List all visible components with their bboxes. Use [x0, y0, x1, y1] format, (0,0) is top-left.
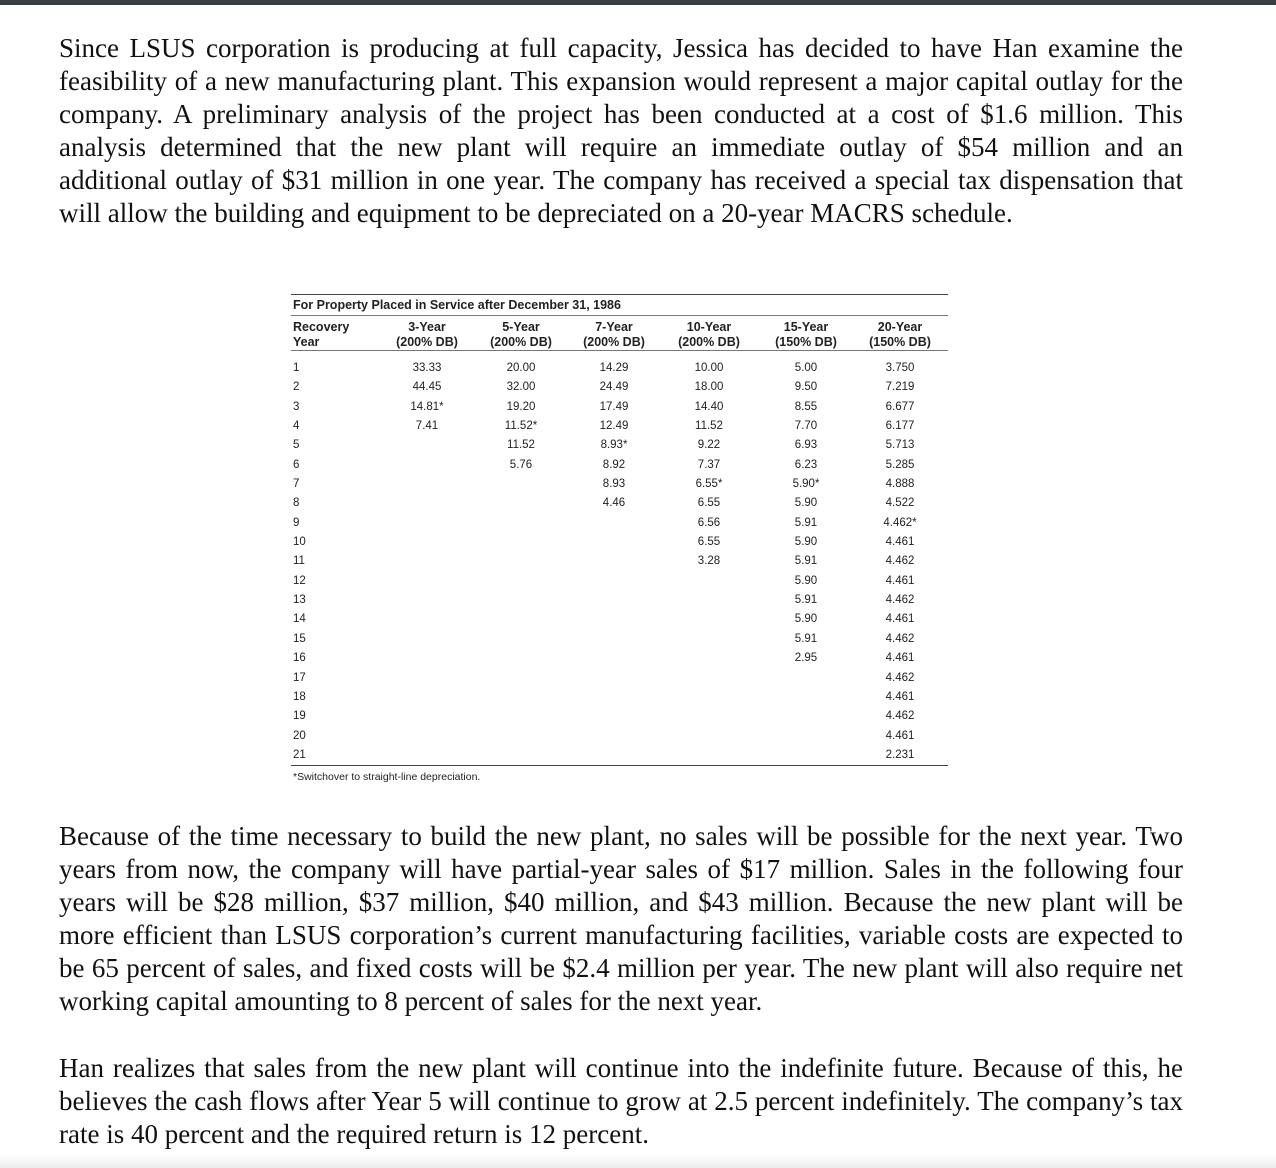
table-row — [291, 630, 948, 649]
cell-7-year: 8.93* — [600, 439, 628, 452]
cell-20-year: 4.888 — [885, 478, 915, 491]
cell-20-year: 4.461 — [885, 729, 915, 742]
cell-15-year: 5.91 — [794, 516, 818, 529]
cell-recovery-year: 9 — [293, 516, 300, 529]
cell-5-year: 20.00 — [506, 362, 536, 374]
cell-20-year: 3.750 — [885, 362, 915, 374]
cell-7-year: 14.29 — [599, 362, 629, 374]
cell-5-year: 5.76 — [509, 458, 533, 471]
cell-recovery-year: 17 — [293, 671, 306, 684]
cell-15-year: 5.90 — [794, 497, 818, 510]
table-row — [291, 398, 948, 417]
cell-20-year: 4.462 — [885, 555, 915, 568]
header-7-year — [567, 320, 661, 350]
cell-recovery-year: 7 — [293, 478, 300, 491]
table-row — [291, 475, 948, 494]
table-caption: For Property Placed in Service after December 31, 1986 — [293, 298, 621, 312]
cell-15-year: 5.91 — [794, 594, 818, 607]
cell-20-year: 4.461 — [885, 613, 915, 626]
table-header-row — [291, 316, 948, 350]
table-row — [291, 649, 948, 668]
header-line: Recovery — [293, 320, 350, 334]
cell-10-year: 6.55 — [697, 536, 721, 549]
top-border — [0, 0, 1276, 5]
table-row — [291, 494, 948, 513]
cell-20-year: 4.462* — [883, 516, 917, 529]
cell-20-year: 6.677 — [885, 400, 915, 413]
header-10-year — [662, 320, 756, 350]
cell-20-year: 4.462 — [885, 594, 915, 607]
cell-15-year: 5.90 — [794, 574, 818, 587]
table-row — [291, 591, 948, 610]
header-15-year — [759, 320, 853, 350]
cell-20-year: 2.231 — [885, 748, 915, 761]
bottom-edge — [0, 1154, 1276, 1168]
cell-10-year: 6.55 — [697, 497, 721, 510]
cell-15-year: 2.95 — [794, 652, 818, 665]
cell-7-year: 8.92 — [602, 458, 626, 471]
table-row — [291, 707, 948, 726]
header-line: 15-Year — [783, 320, 829, 334]
cell-10-year: 14.40 — [694, 400, 724, 413]
cell-recovery-year: 3 — [293, 400, 300, 413]
cell-5-year: 19.20 — [506, 400, 536, 413]
cell-recovery-year: 19 — [293, 710, 306, 723]
cell-20-year: 4.462 — [885, 671, 915, 684]
cell-5-year: 32.00 — [506, 381, 536, 394]
cell-recovery-year: 6 — [293, 458, 300, 471]
cell-20-year: 4.461 — [885, 574, 915, 587]
sales-paragraph: Because of the time necessary to build the new plant, no sales will be possible for the next year. Two years from now, the company will have partial-year sales of $17 million. Sales in the following four years will be $28 million, $37 million, $40 million, and $43 million. Because the new plant will be more efficient than LSUS corporation’s current manufacturing facilities, variable costs are expected to be 65 percent of sales, and fixed costs will be $2.4 million per year. The new plant will also require net working capital amounting to 8 percent of sales for the next year. — [59, 821, 1183, 1016]
cell-20-year: 4.461 — [885, 652, 915, 665]
cell-15-year: 9.50 — [794, 381, 818, 394]
cell-10-year: 10.00 — [694, 362, 724, 374]
cell-recovery-year: 12 — [293, 574, 306, 587]
cell-15-year: 5.00 — [794, 362, 818, 374]
cell-15-year: 8.55 — [794, 400, 818, 413]
cell-20-year: 4.522 — [885, 497, 915, 510]
cell-10-year: 18.00 — [694, 381, 724, 394]
table-bottom-rule — [291, 765, 948, 766]
cell-15-year: 7.70 — [794, 420, 818, 433]
cell-recovery-year: 21 — [293, 748, 306, 761]
table-row — [291, 533, 948, 552]
cell-20-year: 4.461 — [885, 690, 915, 703]
cell-15-year: 6.93 — [794, 439, 818, 452]
table-row — [291, 727, 948, 746]
header-line: (200% DB) — [678, 335, 740, 349]
header-line: (200% DB) — [396, 335, 458, 349]
table-row — [291, 610, 948, 629]
cell-recovery-year: 14 — [293, 613, 306, 626]
cell-recovery-year: 8 — [293, 497, 300, 510]
header-20-year — [853, 320, 947, 350]
cell-20-year: 4.462 — [885, 710, 915, 723]
cell-7-year: 12.49 — [599, 420, 629, 433]
cell-3-year: 44.45 — [412, 381, 442, 394]
table-row — [291, 552, 948, 571]
table-row — [291, 359, 948, 378]
cell-recovery-year: 11 — [293, 555, 305, 568]
cell-20-year: 5.285 — [885, 458, 915, 471]
table-body — [291, 359, 948, 765]
cell-10-year: 11.52 — [695, 420, 723, 433]
cell-recovery-year: 15 — [293, 632, 306, 645]
cell-5-year: 11.52 — [507, 439, 535, 452]
cell-20-year: 4.462 — [885, 632, 915, 645]
cell-15-year: 5.91 — [794, 632, 818, 645]
cell-15-year: 5.90 — [794, 536, 818, 549]
intro-paragraph: Since LSUS corporation is producing at full capacity, Jessica has decided to have Han examine the feasibility of a new manufacturing plant. This expansion would represent a major capital outlay for the company. A preliminary analysis of the project has been conducted at a cost of $1.6 million. This analysis determined that the new plant will require an immediate outlay of $54 million and an additional outlay of $31 million in one year. The company has received a special tax dispensation that will allow the building and equipment to be depreciated on a 20-year MACRS schedule. — [59, 33, 1183, 228]
table-row — [291, 572, 948, 591]
cell-20-year: 5.713 — [885, 439, 915, 452]
header-recovery-year — [293, 320, 373, 350]
cell-recovery-year: 1 — [293, 362, 300, 374]
cell-20-year: 6.177 — [885, 420, 915, 433]
cell-recovery-year: 2 — [293, 381, 300, 394]
table-row — [291, 688, 948, 707]
cell-20-year: 7.219 — [885, 381, 915, 394]
cell-7-year: 24.49 — [599, 381, 629, 394]
cell-recovery-year: 18 — [293, 690, 306, 703]
header-line: 20-Year — [877, 320, 923, 334]
table-row — [291, 669, 948, 688]
cell-15-year: 6.23 — [794, 458, 818, 471]
cell-15-year: 5.91 — [794, 555, 818, 568]
cell-recovery-year: 5 — [293, 439, 300, 452]
header-line: 3-Year — [408, 320, 446, 334]
cell-7-year: 4.46 — [602, 497, 626, 510]
cell-10-year: 3.28 — [697, 555, 721, 568]
header-line: 7-Year — [595, 320, 633, 334]
header-line: 5-Year — [502, 320, 540, 334]
header-3-year — [380, 320, 474, 350]
header-line: (200% DB) — [583, 335, 645, 349]
cell-recovery-year: 20 — [293, 729, 306, 742]
cell-recovery-year: 10 — [293, 536, 306, 549]
cell-3-year: 14.81* — [410, 400, 444, 413]
table-row — [291, 746, 948, 765]
header-line: (150% DB) — [775, 335, 837, 349]
cell-3-year: 33.33 — [412, 362, 442, 374]
header-line: Year — [293, 335, 320, 349]
table-row — [291, 436, 948, 455]
table-row — [291, 514, 948, 533]
header-5-year — [474, 320, 568, 350]
cell-15-year: 5.90 — [794, 613, 818, 626]
cell-15-year: 5.90* — [792, 478, 820, 491]
table-row — [291, 417, 948, 436]
header-line: (150% DB) — [869, 335, 931, 349]
cell-10-year: 6.56 — [697, 516, 721, 529]
cell-7-year: 8.93 — [602, 478, 626, 491]
table-row — [291, 378, 948, 397]
cell-20-year: 4.461 — [885, 536, 915, 549]
table-footnote: *Switchover to straight-line depreciation. — [293, 771, 481, 784]
macrs-table — [291, 294, 948, 783]
growth-paragraph: Han realizes that sales from the new plant will continue into the indefinite future. Because of this, he believes the cash flows after Year 5 will continue to grow at 2.5 percent indefinitely. The company’s tax rate is 40 percent and the required return is 12 percent. — [59, 1053, 1183, 1149]
cell-10-year: 6.55* — [695, 478, 723, 491]
cell-5-year: 11.52* — [504, 420, 538, 433]
cell-3-year: 7.41 — [415, 420, 439, 433]
cell-10-year: 9.22 — [697, 439, 721, 452]
cell-recovery-year: 4 — [293, 420, 300, 433]
cell-7-year: 17.49 — [599, 400, 629, 413]
cell-recovery-year: 16 — [293, 652, 306, 665]
cell-10-year: 7.37 — [697, 458, 721, 471]
cell-recovery-year: 13 — [293, 594, 306, 607]
table-row — [291, 456, 948, 475]
header-line: (200% DB) — [490, 335, 552, 349]
header-line: 10-Year — [686, 320, 732, 334]
